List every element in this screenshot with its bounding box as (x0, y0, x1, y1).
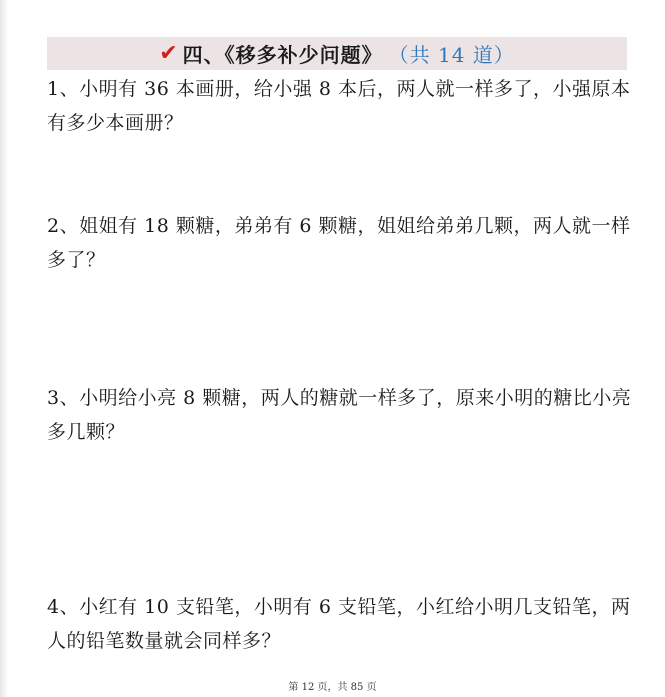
section-title: 四、《移多补少问题》 (182, 43, 383, 67)
section-header (47, 37, 627, 70)
checkmark-icon: ✔ (159, 41, 179, 66)
question-1: 1、小明有 36 本画册，给小强 8 本后，两人就一样多了，小强原本有多少本画册？ (47, 78, 631, 134)
page-edge-shadow (0, 0, 8, 697)
question-count: （共 14 道） (388, 43, 515, 67)
page-footer: 第 12 页，共 85 页 (288, 682, 377, 693)
question-3: 3、小明给小亮 8 颗糖，两人的糖就一样多了，原来小明的糖比小亮多几颗？ (47, 387, 632, 443)
question-4: 4、小红有 10 支铅笔，小明有 6 支铅笔，小红给小明几支铅笔，两人的铅笔数量就会同样多？ (47, 596, 631, 652)
question-2: 2、姐姐有 18 颗糖，弟弟有 6 颗糖，姐姐给弟弟几颗，两人就一样多了？ (47, 215, 631, 271)
